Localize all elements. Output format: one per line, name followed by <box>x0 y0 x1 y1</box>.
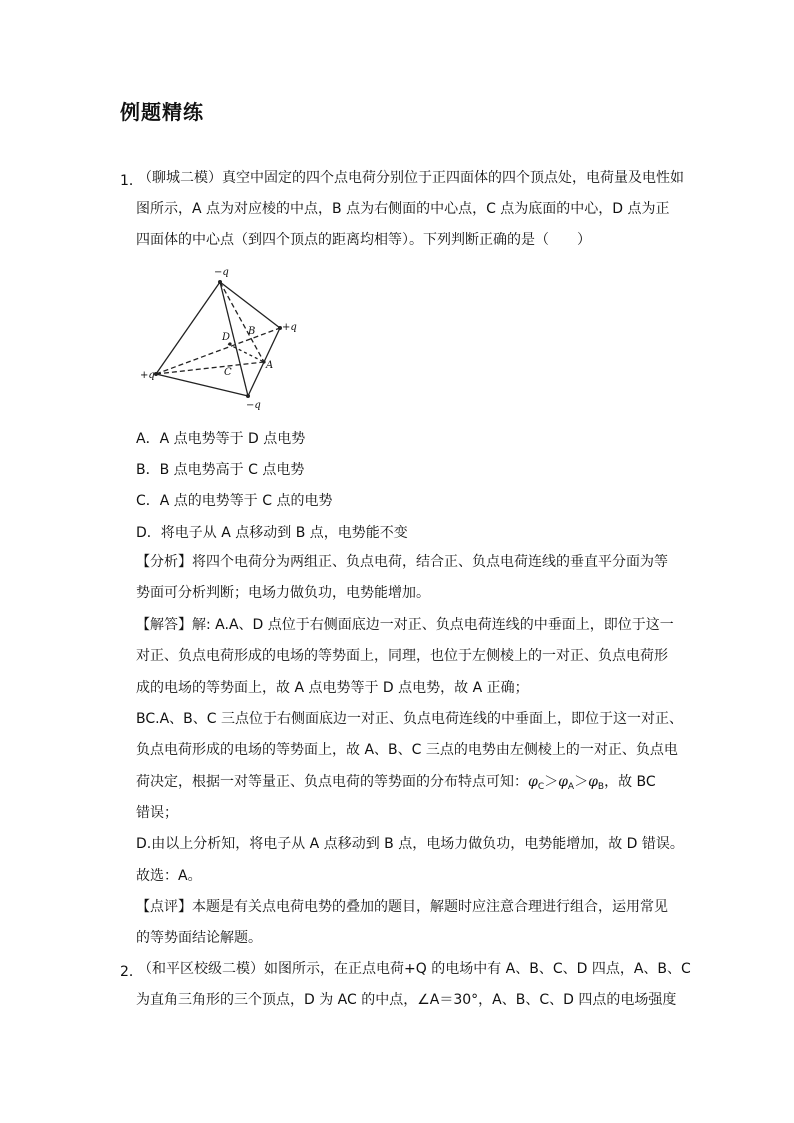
answer-line-8: D.由以上分析知，将电子从 A 点移动到 B 点，电场力做负功，电势能增加，故 D 错误。 <box>136 836 684 852</box>
line-top-to-a-dashed <box>220 282 264 362</box>
comment-line-1: 【点评】本题是有关点电荷电势的叠加的题目，解题时应注意合理进行组合，运用常见 <box>136 899 668 915</box>
label-bottom-charge: −q <box>246 400 261 411</box>
sub-a: A <box>567 782 575 792</box>
gt-1: ＞ <box>544 774 559 790</box>
option-b: B．B 点电势高于 C 点电势 <box>136 462 305 478</box>
label-point-b: B <box>248 326 256 337</box>
q2-line-2: 为直角三角形的三个顶点，D 为 AC 的中点，∠A＝30°，A、B、C、D 四点的电场强度 <box>136 992 677 1008</box>
option-d: D．将电子从 A 点移动到 B 点，电势能不变 <box>136 525 408 541</box>
q1-line-1: （聊城二模）真空中固定的四个点电荷分别位于正四面体的四个顶点处，电荷量及电性如 <box>138 170 684 186</box>
label-point-d: D <box>222 332 231 343</box>
answer-line-4: BC.A、B、C 三点位于右侧面底边一对正、负点电荷连线的中垂面上，即位于这一对正、 <box>136 711 683 727</box>
label-right-charge: +q <box>282 322 297 333</box>
answer-line-2: 对正、负点电荷形成的电场的等势面上，同理，也位于左侧棱上的一对正、负点电荷形 <box>136 648 668 664</box>
formula-tail: ，故 BC <box>604 774 656 790</box>
label-left-charge: +q <box>140 370 155 381</box>
label-point-a: A <box>266 360 274 371</box>
q1-line-2: 图所示，A 点为对应棱的中点，B 点为右侧面的中心点，C 点为底面的中心，D 点为正 <box>136 201 670 217</box>
q1-line-3: 四面体的中心点（到四个顶点的距离均相等）。下列判断正确的是（ ） <box>136 232 591 248</box>
edge-top-left <box>156 282 220 374</box>
phi-c: φ <box>528 774 538 790</box>
answer-line-6-text: 荷决定，根据一对等量正、负点电荷的等势面的分布特点可知： <box>136 774 528 790</box>
answer-line-9: 故选：A。 <box>136 868 202 884</box>
label-point-c: C <box>224 367 232 378</box>
q2-line-1: （和平区校级二模）如图所示，在正点电荷+Q 的电场中有 A、B、C、D 四点，A、B、C <box>138 961 691 977</box>
option-c: C．A 点的电势等于 C 点的电势 <box>136 493 333 509</box>
answer-line-3: 成的电场的等势面上，故 A 点电势等于 D 点电势，故 A 正确； <box>136 680 529 696</box>
comment-line-2: 的等势面结论解题。 <box>136 930 262 946</box>
option-a: A．A 点电势等于 D 点电势 <box>136 431 306 447</box>
vertex-top <box>218 280 222 284</box>
question-2-number: 2． <box>120 964 143 980</box>
question-1-number: 1． <box>120 173 143 189</box>
analysis-line-2: 势面可分析判断；电场力做负功，电势能增加。 <box>136 585 430 601</box>
edge-left-bottom <box>156 374 248 396</box>
phi-a: φ <box>558 774 568 790</box>
gt-2: ＞ <box>574 774 589 790</box>
sub-b: B <box>597 782 605 792</box>
analysis-line-1: 【分析】将四个电荷分为两组正、负点电荷，结合正、负点电荷连线的垂直平分面为等 <box>136 554 668 570</box>
answer-line-6 <box>136 772 656 797</box>
phi-b: φ <box>588 774 598 790</box>
vertex-bottom <box>246 394 250 398</box>
section-title: 例题精练 <box>120 100 204 124</box>
label-top-charge: −q <box>214 267 229 278</box>
answer-line-5: 负点电荷形成的电场的等势面上，故 A、B、C 三点的电势由左侧棱上的一对正、负点电 <box>136 742 678 758</box>
tetrahedron-diagram <box>138 262 298 412</box>
sub-c: C <box>537 782 545 792</box>
answer-line-1: 【解答】解: A.A、D 点位于右侧面底边一对正、负点电荷连线的中垂面上，即位于这一 <box>136 617 674 633</box>
answer-line-7: 错误； <box>136 805 178 821</box>
